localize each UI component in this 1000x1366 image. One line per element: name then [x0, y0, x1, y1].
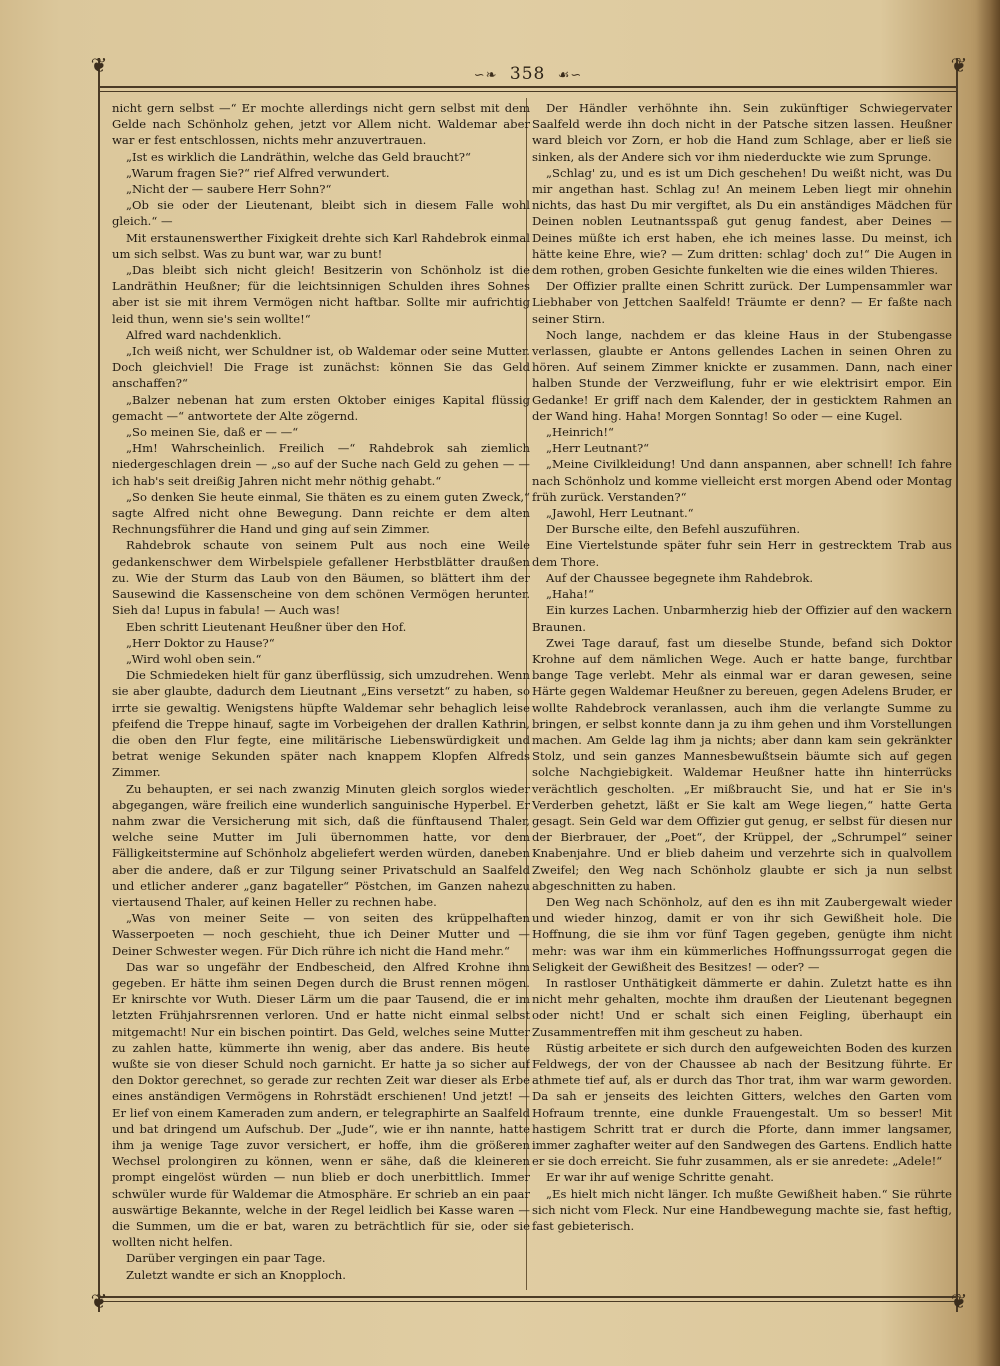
page-spine-shadow	[976, 0, 1000, 1366]
paragraph: „Herr Leutnant?“	[546, 441, 650, 456]
paragraph: „Ist es wirklich die Landräthin, welche das Geld braucht?“	[126, 149, 471, 164]
paragraph: „Meine Civilkleidung! Und dann anspannen, aber schnell! Ich fahre nach Schönholz und komme vielleicht erst morgen Abend oder Montag früh zurück. Verstanden?“	[532, 457, 952, 504]
paragraph: Er war ihr auf wenige Schritte genaht.	[546, 1170, 774, 1185]
paragraph: nicht gern selbst —“ Er mochte allerdings nicht gern selbst mit dem Gelde nach Schönholz gehen, jetzt vor Allem nicht. Waldemar aber war er fest entschlossen, nichts mehr anzuvertrauen.	[112, 101, 530, 148]
paragraph: Rüstig arbeitete er sich durch den aufgeweichten Boden des kurzen Feldwegs, der von der Chaussee ab nach der Besitzung führte. Er athmete tief auf, als er durch das Thor trat, ihm war warm geworden. Da sah er jenseits des leichten Gitters, welches den Garten vom Hofraum trennte, eine dunkle Frauengestalt. Um so besser! Mit hastigem Schritt trat er durch die Pforte, dann immer langsamer, immer zaghafter weiter auf den Sandwegen des Gartens. Endlich hatte er sie doch erreicht. Sie fuhr zusammen, als er sie anredete: „Adele!“	[532, 1040, 952, 1169]
paragraph: Die Schmiedeken hielt für ganz überflüssig, sich umzudrehen. Wenn sie aber glaubte, dadurch dem Lieutnant „Eins versetzt“ zu haben, so irrte sie gewaltig. Wenigstens hüpfte Waldemar sehr behaglich leise pfeifend die Treppe hinauf, sagte im Vorbeigehen der drallen Kathrin, die oben den Flur fegte, eine militärische Liebenswürdigkeit und betrat wenige Sekunden später nach knappem Klopfen Alfreds Zimmer.	[112, 668, 530, 780]
right-column	[532, 100, 952, 1288]
paragraph: Mit erstaunenswerther Fixigkeit drehte sich Karl Rahdebrok einmal um sich selbst. Was zu bunt war, war zu bunt!	[112, 230, 530, 261]
page-number: 358	[509, 64, 546, 84]
paragraph: „Nicht der — saubere Herr Sohn?“	[126, 182, 332, 197]
paragraph: Zwei Tage darauf, fast um dieselbe Stunde, befand sich Doktor Krohne auf dem nämlichen Wege. Auch er hatte bange, furchtbar bange Tage verlebt. Mehr als einmal war er daran gewesen, seine Härte gegen Waldemar Heußner zu bereuen, gegen Adelens Bruder, er wollte Rahdebrock veranlassen, auch ihm die verlangte Summe zu bringen, er selbst konnte dann ja zu ihm gehen und ihm Vorstellungen machen. Am Gelde lag ihm ja nichts; aber dann kam sein gekränkter Stolz, und sein ganzes Mannesbewußtsein bäumte sich auf gegen solche Nachgiebigkeit. Waldemar Heußner hatte ihn hinterrücks verächtlich gescholten. „Er mißbraucht Sie, und hat er Sie in's Verderben gehetzt, läßt er Sie kalt am Wege liegen,“ hatte Gerta gesagt. Sein Geld war dem Offizier gut genug, er selbst für diesen nur der Bierbrauer, der „Poet“, der Krüppel, der „Schrumpel“ seiner Knabenjahre. Und er blieb daheim und verzehrte sich in qualvollem Zweifel; den Weg nach Schönholz glaubte er sich ja nun selbst abgeschnitten zu haben.	[532, 635, 952, 893]
paragraph: „Herr Doktor zu Hause?“	[126, 635, 275, 650]
header-rule	[98, 86, 958, 92]
corner-ornament-icon: ❦	[950, 1289, 968, 1313]
page-header	[98, 64, 958, 86]
paragraph: „Wird wohl oben sein.“	[126, 651, 262, 666]
paragraph: Der Offizier prallte einen Schritt zurück. Der Lumpensammler war Liebhaber von Jettchen Saalfeld! Träumte er denn? — Er faßte nach seiner Stirn.	[532, 279, 952, 326]
paragraph: „Haha!“	[546, 587, 594, 602]
paragraph: Noch lange, nachdem er das kleine Haus in der Stubengasse verlassen, glaubte er Antons gellendes Lachen in seinen Ohren zu hören. Auf seinem Zimmer knickte er zusammen. Dann, nach einer halben Stunde der Verzweiflung, fuhr er wie elektrisirt empor. Ein Gedanke! Er griff nach dem Kalender, der in gesticktem Rahmen an der Wand hing. Haha! Morgen Sonntag! So oder — eine Kugel.	[532, 327, 952, 423]
left-column	[112, 100, 530, 1288]
paragraph: Den Weg nach Schönholz, auf den es ihn mit Zaubergewalt wieder und wieder hinzog, damit er von ihr sich Gewißheit hole. Die Hoffnung, die sie ihm vor fünf Tagen gegeben, genügte ihm nicht mehr: was war ihm ein kümmerliches Hoffnungssurrogat gegen die Seligkeit der Gewißheit des Besitzes! — oder? —	[532, 894, 952, 974]
flourish-right-icon: ☙∽	[557, 68, 583, 83]
paragraph: „Was von meiner Seite — von seiten des krüppelhaften Wasserpoeten — noch geschieht, thue ich Deiner Mutter und — Deiner Schwester wegen. Für Dich rühre ich nicht die Hand mehr.“	[112, 911, 530, 958]
paragraph: Eine Viertelstunde später fuhr sein Herr in gestrecktem Trab aus dem Thore.	[532, 538, 952, 569]
paragraph: Alfred ward nachdenklich.	[126, 327, 282, 342]
paragraph: „Jawohl, Herr Leutnant.“	[546, 506, 694, 521]
paragraph: Der Bursche eilte, den Befehl auszuführen.	[546, 522, 801, 537]
paragraph: „Hm! Wahrscheinlich. Freilich —“ Rahdebrok sah ziemlich niedergeschlagen drein — „so auf der Suche nach Geld zu gehen — — ich hab's seit dreißig Jahren nicht mehr nöthig gehabt.“	[112, 441, 530, 488]
paragraph: Zu behaupten, er sei nach zwanzig Minuten gleich sorglos wieder abgegangen, wäre freilich eine wunderlich sanguinische Hyperbel. Er nahm zwar die Versicherung mit sich, daß die fünftausend Thaler, welche seine Mutter im Juli übernommen hatte, vor dem Fälligkeitstermine auf Schönholz abgeliefert werden würden, daneben aber die andere, daß er zur Tilgung seiner Privatschuld an Saalfeld und etlicher anderer „ganz bagateller“ Pöstchen, im Ganzen nahezu viertausend Thaler, auf keinen Heller zu rechnen habe.	[112, 781, 530, 909]
paragraph: Rahdebrok schaute von seinem Pult aus noch eine Weile gedankenschwer dem Wirbelspiele gefallener Herbstblätter draußen zu. Wie der Sturm das Laub von den Bäumen, so blättert ihm der Sausewind die Kassenscheine von dem schönen Vermögen herunter. Sieh da! Lupus in fabula! — Auch was!	[112, 538, 530, 618]
paragraph: „Es hielt mich nicht länger. Ich mußte Gewißheit haben.“ Sie rührte sich nicht vom Fleck. Nur eine Handbewegung machte sie, fast heftig, fast gebieterisch.	[532, 1186, 952, 1234]
paragraph: Das war so ungefähr der Endbescheid, den Alfred Krohne ihm gegeben. Er hätte ihm seinen Degen durch die Brust rennen mögen. Er knirschte vor Wuth. Dieser Lärm um die paar Tausend, die er im letzten Frühjahrsrennen verloren. Und er hatte nicht einmal selbst mitgemacht! Nur ein bischen pointirt. Das Geld, welches seine Mutter zu zahlen hatte, kümmerte ihn wenig, aber das andere. Bis heute wußte sie von dieser Schuld noch garnicht. Er hatte ja so sicher auf den Doktor gerechnet, so gerade zur rechten Zeit war dieser als Erbe eines anständigen Vermögens in Rohrstädt erschienen! Und jetzt! — Er lief von einem Kameraden zum andern, er telegraphirte an Saalfeld und bat dringend um Aufschub. Der „Jude“, wie er ihn nannte, hatte ihm ja wenige Tage zuvor versichert, er hoffe, ihm die größeren Wechsel prolongiren zu können, wenn er sähe, daß die kleineren prompt eingelöst würden — nun blieb er doch unerbittlich. Immer schwüler wurde für Waldemar die Atmosphäre. Er schrieb an ein paar auswärtige Bekannte, welche in der Regel leidlich bei Kasse waren — die Summen, um die er bat, waren zu beträchtlich für sie, oder sie wollten nicht helfen.	[112, 959, 530, 1250]
corner-ornament-icon: ❦	[90, 53, 108, 77]
paragraph: In rastloser Unthätigkeit dämmerte er dahin. Zuletzt hatte es ihn nicht mehr gehalten, mochte ihm draußen der Lieutenant begegnen oder nicht! Und er schalt sich einen Feigling, überhaupt ein Zusammentreffen mit ihm gescheut zu haben.	[532, 975, 952, 1039]
paragraph: „Heinrich!“	[546, 425, 614, 440]
paragraph: Darüber vergingen ein paar Tage.	[126, 1251, 326, 1266]
paragraph: Der Händler verhöhnte ihn. Sein zukünftiger Schwiegervater Saalfeld werde ihn doch nicht in der Patsche sitzen lassen. Heußner ward bleich vor Zorn, er hob die Hand zum Schlage, aber er ließ sie sinken, als der Andere sich vor ihm niederduckte wie zum Sprunge.	[532, 101, 952, 164]
flourish-left-icon: ∽❧	[473, 68, 498, 83]
corner-ornament-icon: ❦	[90, 1289, 108, 1313]
paragraph: Auf der Chaussee begegnete ihm Rahdebrok.	[546, 570, 814, 585]
paragraph: „So denken Sie heute einmal, Sie thäten es zu einem guten Zweck,“ sagte Alfred nicht ohne Bewegung. Dann reichte er dem alten Rechnungsführer die Hand und ging auf sein Zimmer.	[112, 489, 530, 537]
paragraph: „So meinen Sie, daß er — —“	[126, 425, 299, 440]
paragraph: Ein kurzes Lachen. Unbarmherzig hieb der Offizier auf den wackern Braunen.	[532, 603, 952, 634]
paragraph: Eben schritt Lieutenant Heußner über den Hof.	[126, 619, 407, 634]
paragraph: „Balzer nebenan hat zum ersten Oktober einiges Kapital flüssig gemacht —“ antwortete der Alte zögernd.	[112, 392, 530, 423]
paragraph: „Ob sie oder der Lieutenant, bleibt sich in diesem Falle wohl gleich.“ —	[112, 198, 530, 229]
paragraph: „Warum fragen Sie?“ rief Alfred verwundert.	[126, 165, 390, 180]
paragraph: „Das bleibt sich nicht gleich! Besitzerin von Schönholz ist die Landräthin Heußner; für die leichtsinnigen Schulden ihres Sohnes aber ist sie mit ihrem Vermögen nicht haftbar. Sollte mir aufrichtig leid thun, wenn sie's sein wollte!“	[112, 263, 530, 326]
corner-ornament-icon: ❦	[950, 53, 968, 77]
footer-rule	[98, 1296, 958, 1302]
paragraph: „Ich weiß nicht, wer Schuldner ist, ob Waldemar oder seine Mutter. Doch gleichviel! Die Frage ist zunächst: können Sie das Geld anschaffen?“	[112, 344, 530, 391]
paragraph: „Schlag' zu, und es ist um Dich geschehen! Du weißt nicht, was Du mir angethan hast. Schlag zu! An meinem Leben liegt mir ohnehin nichts, das hast Du mir vergiftet, als Du ein anständiges Mädchen für Deinen noblen Leutnantsspaß gut genug fandest, aber Deines — Deines müßte ich erst haben, ehe ich meines lasse. Du meinst, ich hätte keine Ehre, wie? — Zum dritten: schlag' doch zu!“ Die Augen in dem rothen, groben Gesichte funkelten wie die eines wilden Thieres.	[532, 165, 952, 278]
paragraph: Zuletzt wandte er sich an Knopploch.	[126, 1267, 346, 1282]
